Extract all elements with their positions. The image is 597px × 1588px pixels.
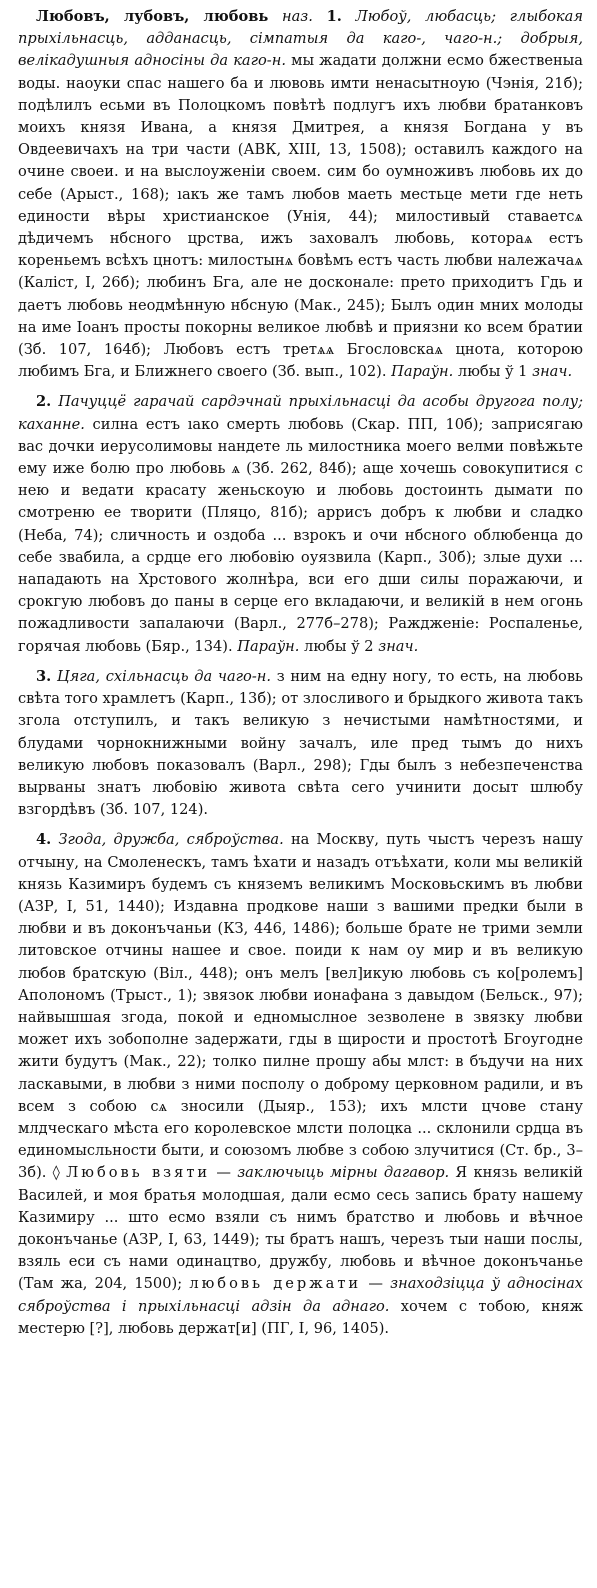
spaced-phrase-text: Любовь взяти (66, 1164, 211, 1182)
italic-text: Цяга, схільнасць да чаго-н. (56, 667, 272, 685)
headword-text: 3. (36, 667, 52, 685)
italic-text: знач. (378, 637, 419, 655)
body-text (313, 8, 327, 25)
italic-text: Пачуццё гарачай сардэчнай прыхільнасці да асобы другога полу; каханне. (18, 393, 583, 433)
body-text: Я князь великій Василей, и моя братья молодшая, дали есмо сесь запись брату нашему Казимиру ... што есмо взяли съ нимъ братство и любовь и вѣчное доконъчанье (АЗР, I, 63, 1449); ты братъ нашъ, черезъ тыи наши послы, взяль еси съ нами одинацтво, дружбу, любовь и вѣчное доконъчанье (Там жа, 204, 1500); (18, 1164, 584, 1293)
body-text: любы ў 1 (453, 363, 533, 381)
headword-text: Любовъ, лубовъ, любовь (36, 8, 269, 25)
body-text: силна естъ ıако смерть любовь (Скар. ПП, 10б); заприсягаю вас дочки иерусолимовы нандете ль милостника моего велми повѣжьте ему иже болю про любовь ѧ (Зб. 262, 84б); аще хочешь совокупитися с нею и ведати красату женьскоую и любовь достоинть дымати по смотреню ее творити (Пляцо, 81б); аррисъ добръ к любви и сладко (Неба, 74); сличность и оздоба ... взрокъ и очи нбсного облюбенца до себе звабила, а срдце его любовію оуязвила (Карп., 30б); злые духи ... нападають на Хрстового жолнѣра, вси его дши силы поражаючи, и срокгую любовъ до паны в серце его вкладаючи, и великій в нем огонь пожадливости запалаючи (Варл., 277б–278); Раждженіе: Роспаленье, горячая любовь (Бяр., 134). (18, 415, 583, 655)
body-text: з ним на едну ногу, то есть, на любовь свѣта того храмлетъ (Карп., 13б); от злосливого и брыдкого живота такъ згола отступилъ, и такъ великую з нечистыми намѣтностями, и блудами чорнокнижными войну зачалъ, иле пред тымъ до нихъ великую любовъ показовалъ (Варл., 298); Гды былъ з небезпеченства вырваны знатъ любовію живота свѣта сего учинити досыт шлюбу взгордѣвъ (Зб. 107, 124). (18, 667, 583, 819)
body-text: любы ў 2 (299, 637, 379, 655)
headword-text: 2. (36, 393, 52, 411)
body-text: мы жадати должни есмо бжественыа воды. наоуки спас нашего ба и лювовь имти ненасытноую (Чэнія, 21б); подѣлилъ есьми въ Полоцкомъ повѣтѣ подлугъ ихъ любви братанковъ моихъ князя Ивана, а князя Дмитрея, а князя Богдана у въ Овдеевичахъ на три части (АВК, XIII, 13, 1508); оставилъ каждого на очине своеи. и на выслоуженіи своем. сим бо оумноживъ любовь их до себе (Арыст., 168); ıакъ же тамъ любов маеть местьце мети где неть единости вѣры христианское (Унія, 44); милостивый ставаетсѧ дѣдичемъ нбсного црства, ижъ заховалъ любовь, котораѧ естъ кореньемъ всѣхъ цнотъ: милостынѧ бовѣмъ естъ часть любви належачаѧ (Каліст, I, 26б); любинъ Бга, але не досконале: прето приходитъ Гдь и даетъ любовь неодмѣнную нбсную (Мак., 245); Былъ один мних молоды на име Іоанъ просты покорны великое любвѣ и приязни ко всем братии (Зб. 107, 164б); Любовъ естъ третѧѧ Бгословскаѧ цнота, которою любимъ Бга, и Ближнего своего (Зб. вып., 102). (18, 52, 583, 381)
body-text (268, 8, 282, 25)
body-text: — (361, 1275, 391, 1293)
headword-text: 4. (36, 831, 52, 849)
italic-text: заключыць мірны дагавор. (237, 1164, 450, 1182)
italic-text: Згода, дружба, сяброўства. (58, 831, 284, 849)
dictionary-entry-sense-2 (18, 391, 583, 657)
italic-text: Параўн. (391, 363, 454, 381)
italic-text: наз. (281, 8, 313, 25)
body-text: — (210, 1164, 238, 1182)
body-text (342, 8, 356, 25)
italic-text: Любоў, любасць; глыбокая прыхільнасць, адданасць, сімпатыя да каго-, чаго-н.; добрыя, велікадушныя адносіны да каго-н. (18, 8, 583, 70)
italic-text: Параўн. (237, 637, 300, 655)
dictionary-entry-sense-3 (18, 666, 583, 821)
spaced-phrase-text: любовь держати (189, 1275, 362, 1293)
headword-text: 1. (326, 8, 342, 25)
dictionary-entry-sense-1 (18, 6, 583, 383)
dictionary-entry-sense-4 (18, 829, 583, 1340)
body-text: на Москву, путь чыстъ черезъ нашу отчыну, на Смоленескъ, тамъ ѣхати и назадъ отъѣхати, коли мы великій князь Казимиръ будемъ съ княземъ великимъ Московьскимъ въ любви (АЗР, I, 51, 1440); Издавна продкове наши з вашими предки были в любви и въ доконъчаньи (КЗ, 446, 1486); больше брате не трими земли литовское отчины нашее и свое. поиди к нам оу мир и въ великую любов братскую (Віл., 448); онъ мелъ [вел]икую любовь съ ко[ролемъ] Аполономъ (Трыст., 1); звязок любви ионафана з давыдом (Бельск., 97); найвышшая згода, покой и едномыслное зезволене в звязку любви может ихъ зобополне задержати, гды в щирости и простотѣ Бгоугодне жити будутъ (Мак., 22); толко пилне прошу абы млст: в бъдучи на них ласкавыми, в любви з ними посполу о доброму церковном радили, и въ всем з собою сѧ зносили (Дыяр., 153); ихъ млсти цчове стану млдческаго мѣста его королевское млсти полоцка ... склонили срдца въ единомысльности быти, и союзомъ любве з собою злучитися (Ст. бр., 3–3б). ◊ (18, 831, 583, 1182)
italic-text: знач. (532, 363, 573, 381)
body-text: хочем с тобою, княж местерю [?], любовь держат[и] (ПГ, I, 96, 1405). (18, 1297, 583, 1337)
italic-text: знаходзіцца ў адносінах сяброўства і прыхільнасці адзін да аднаго. (18, 1275, 584, 1315)
